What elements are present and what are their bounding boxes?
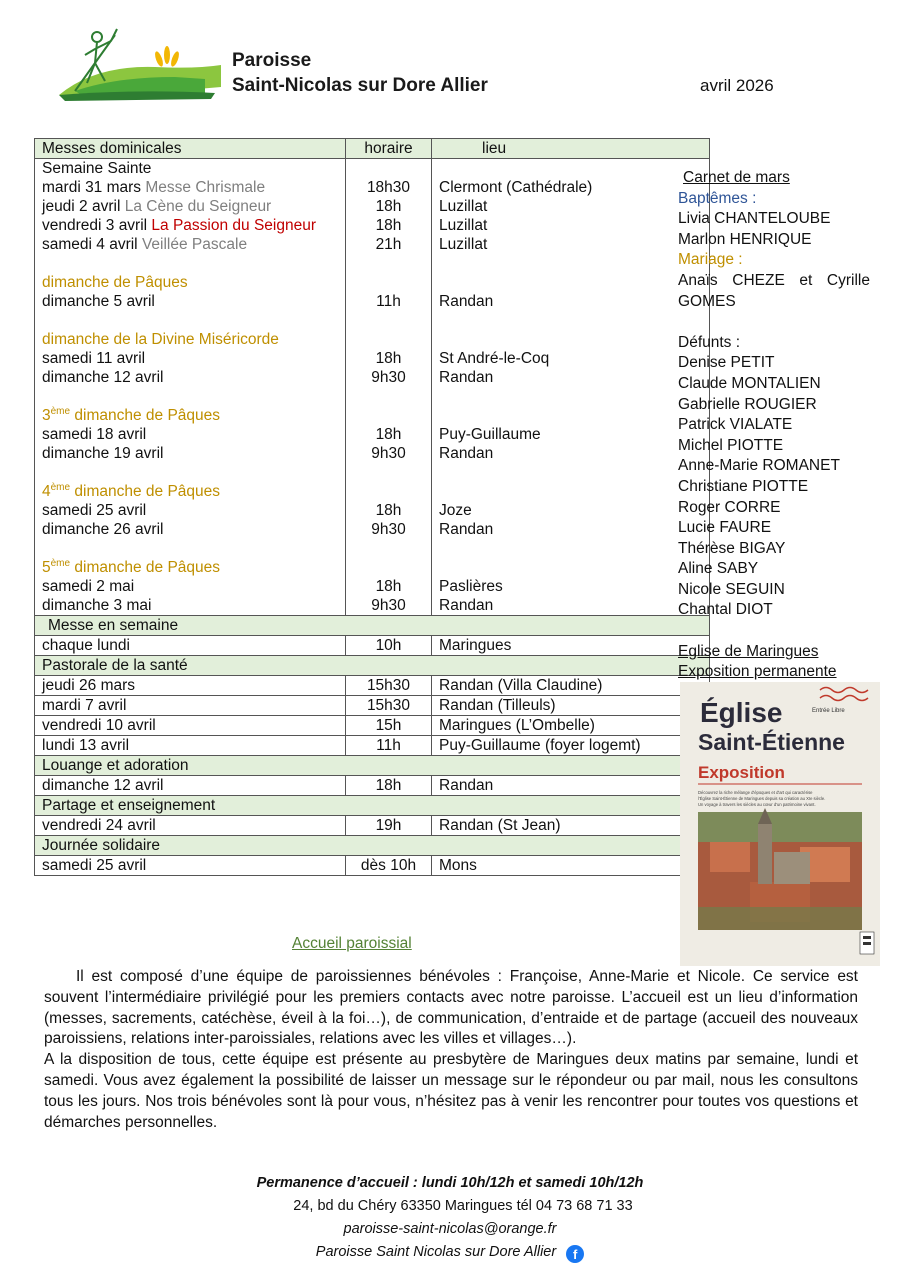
col-header-messes: Messes dominicales — [35, 139, 346, 159]
accueil-paragraph-1: Il est composé d’une équipe de paroissiennes bénévoles : Françoise, Anne-Marie et Nicole. Ce service est souvent l’intermédiaire privilégié pour les premiers contacts avec notre paroisse. L’accueil est un lieu d’information (messes, sacrements, catéchèse, éveil à la foi…), de communication, d’entraide et de partage (accueil des nouveaux paroissiens, relations inter-paroissiales, relations avec les villes et villages…). — [44, 968, 858, 1048]
event: Veillée Pascale — [141, 236, 248, 253]
time: 15h — [346, 716, 432, 736]
time: 9h30 — [371, 369, 406, 386]
footer-permanence: Permanence d’accueil : lundi 10h/12h et samedi 10h/12h — [256, 1175, 644, 1191]
day: samedi 25 avril — [35, 856, 346, 876]
place: Luzillat — [439, 236, 488, 253]
list-item: Aline SABY — [678, 560, 759, 578]
place: Randan — [439, 445, 494, 462]
place: St André-le-Coq — [439, 350, 550, 367]
event: La Passion du Seigneur — [151, 217, 317, 234]
section-title: Journée solidaire — [35, 836, 710, 856]
title: dimanche de Pâques — [70, 483, 221, 500]
poster-title-line1: Église — [700, 697, 783, 728]
ordinal: 4 — [42, 483, 51, 500]
ordinal: 5 — [42, 559, 51, 576]
time: 18h — [375, 426, 402, 443]
event: Messe Chrismale — [145, 179, 266, 196]
sunday-masses-times — [346, 159, 432, 616]
event: La Cène du Seigneur — [124, 198, 272, 215]
ordinal-suffix: ème — [50, 406, 71, 417]
list-item: Nicole SEGUIN — [678, 580, 785, 598]
ordinal-suffix: ème — [50, 482, 71, 493]
place: Mons — [432, 856, 710, 876]
day: vendredi 3 avril — [42, 217, 148, 234]
day: mardi 7 avril — [35, 696, 346, 716]
section-header-row — [35, 656, 710, 676]
time: 11h — [346, 736, 432, 756]
place: Paslières — [439, 578, 503, 595]
list-item — [42, 197, 338, 216]
section-title: Partage et enseignement — [35, 796, 710, 816]
time: 18h — [375, 578, 402, 595]
poster-blurb1: Découvrez la riche mélange d'époques et d'art qui caractérise — [698, 790, 813, 795]
bulletin-month: avril 2026 — [700, 76, 774, 95]
sunday-masses-row — [35, 159, 710, 616]
sunday-masses-days — [35, 159, 346, 616]
time: 19h — [346, 816, 432, 836]
footer-facebook — [0, 1241, 900, 1264]
list-item: Patrick VIALATE — [678, 416, 793, 434]
parish-name — [232, 48, 488, 98]
ordinal-suffix: ème — [50, 558, 71, 569]
section-title: Louange et adoration — [35, 756, 710, 776]
poster-graphic — [680, 682, 880, 966]
sunday-masses-places — [432, 159, 710, 616]
time: 10h — [346, 636, 432, 656]
section-title: Messe en semaine — [35, 616, 710, 636]
place: Maringues (L’Ombelle) — [432, 716, 710, 736]
place: Clermont (Cathédrale) — [439, 179, 593, 196]
baptemes-label: Baptêmes : — [678, 189, 757, 207]
list-item: Christiane PIOTTE — [678, 477, 809, 495]
section-header-row — [35, 756, 710, 776]
list-item — [42, 178, 338, 197]
list-item: Denise PETIT — [678, 354, 775, 372]
facebook-page-name[interactable]: Paroisse Saint Nicolas sur Dore Allier — [315, 1244, 557, 1260]
place: Puy-Guillaume — [439, 426, 541, 443]
poster-title-line2: Saint-Étienne — [698, 729, 845, 755]
table-row — [35, 776, 710, 796]
carnet-title: Carnet de mars — [683, 169, 790, 186]
section-header-row — [35, 796, 710, 816]
exhibition-poster — [680, 682, 880, 966]
ordinal: 3 — [42, 407, 51, 424]
parish-logo — [55, 25, 225, 103]
poster-exposition: Exposition — [698, 763, 785, 782]
day: vendredi 10 avril — [35, 716, 346, 736]
list-item: Gabrielle ROUGIER — [678, 395, 817, 413]
list-item: Thérèse BIGAY — [678, 539, 786, 557]
mariage-label: Mariage : — [678, 251, 743, 269]
section-title — [42, 406, 338, 425]
title: dimanche de Pâques — [70, 407, 221, 424]
table-row — [35, 816, 710, 836]
day: chaque lundi — [35, 636, 346, 656]
place: Randan (St Jean) — [432, 816, 710, 836]
list-item: Claude MONTALIEN — [678, 374, 821, 392]
place: Randan — [439, 521, 494, 538]
time: 18h — [375, 502, 402, 519]
place: Randan — [439, 597, 494, 614]
day: jeudi 2 avril — [42, 198, 121, 215]
col-header-lieu: lieu — [432, 139, 710, 159]
section-title: Semaine Sainte — [42, 160, 152, 177]
col-header-horaire: horaire — [346, 139, 432, 159]
table-row — [35, 696, 710, 716]
list-item: Anne-Marie ROMANET — [678, 457, 840, 475]
time: 18h — [375, 198, 402, 215]
time: 9h30 — [371, 445, 406, 462]
time: 9h30 — [371, 597, 406, 614]
time: 9h30 — [371, 521, 406, 538]
table-row — [35, 736, 710, 756]
section-header-row — [35, 616, 710, 636]
place: Randan (Villa Claudine) — [432, 676, 710, 696]
time: 18h — [375, 350, 402, 367]
list-item: Michel PIOTTE — [678, 436, 784, 454]
day: dimanche 12 avril — [42, 369, 164, 386]
title: dimanche de Pâques — [70, 559, 221, 576]
day: dimanche 19 avril — [42, 445, 164, 462]
table-row — [35, 676, 710, 696]
day: dimanche 5 avril — [42, 293, 155, 310]
defunts-label: Défunts : — [678, 333, 741, 351]
table-row — [35, 856, 710, 876]
footer-email[interactable]: paroisse-saint-nicolas@orange.fr — [343, 1221, 557, 1237]
day: samedi 11 avril — [42, 350, 146, 367]
time: dès 10h — [346, 856, 432, 876]
section-title — [42, 558, 338, 577]
carnet-section — [678, 168, 870, 683]
poster-blurb3: Un voyage à travers les siècles au cœur d'un patrimoine vivant. — [698, 802, 816, 807]
day: samedi 4 avril — [42, 236, 138, 253]
day: dimanche 12 avril — [35, 776, 346, 796]
place: Randan — [439, 369, 494, 386]
day: dimanche 26 avril — [42, 521, 164, 538]
expo-title-line1: Eglise de Maringues — [678, 642, 819, 660]
day: samedi 2 mai — [42, 578, 135, 595]
time: 18h30 — [366, 179, 411, 196]
day: mardi 31 mars — [42, 179, 142, 196]
time: 21h — [375, 236, 402, 253]
section-title: dimanche de Pâques — [42, 274, 188, 291]
list-item: Chantal DIOT — [678, 601, 773, 619]
day: vendredi 24 avril — [35, 816, 346, 836]
day: lundi 13 avril — [35, 736, 346, 756]
day: dimanche 3 mai — [42, 597, 152, 614]
parish-name-line2: Saint-Nicolas sur Dore Allier — [232, 75, 488, 96]
time: 18h — [346, 776, 432, 796]
accueil-text — [44, 967, 858, 1133]
section-header-row — [35, 836, 710, 856]
section-title: Pastorale de la santé — [35, 656, 710, 676]
table-header-row — [35, 139, 710, 159]
poster-blurb2: l'Église Saint-Étienne de Maringues depuis sa création au XIe siècle. — [698, 796, 826, 801]
time: 18h — [375, 217, 402, 234]
time: 15h30 — [346, 676, 432, 696]
place: Randan — [432, 776, 710, 796]
list-item: Livia CHANTELOUBE — [678, 210, 831, 228]
accueil-title: Accueil paroissial — [292, 935, 412, 952]
time: 11h — [376, 293, 401, 310]
poster-entree: Entrée Libre — [812, 708, 845, 714]
list-item — [42, 216, 338, 235]
accueil-paragraph-2: A la disposition de tous, cette équipe est présente au presbytère de Maringues deux matins par semaine, lundi et samedi. Vous avez également la possibilité de laisser un message sur le répondeur ou par mail, nous les consultons tous les jours. Nos trois bénévoles sont là pour vous, n’hésitez pas à venir les rencontrer pour toutes vos questions et démarches personnelles. — [44, 1051, 858, 1131]
parish-name-line1: Paroisse — [232, 50, 312, 71]
place: Luzillat — [439, 217, 488, 234]
footer — [0, 1172, 900, 1264]
facebook-icon[interactable]: f — [566, 1245, 584, 1263]
list-item: Lucie FAURE — [678, 519, 772, 537]
section-title — [42, 482, 338, 501]
day: jeudi 26 mars — [35, 676, 346, 696]
mariage-names: Anaïs CHEZE et Cyrille GOMES — [678, 271, 870, 310]
place: Joze — [439, 502, 472, 519]
expo-title-line2: Exposition permanente — [678, 663, 837, 681]
list-item: Marlon HENRIQUE — [678, 230, 812, 248]
day: samedi 25 avril — [42, 502, 147, 519]
table-row — [35, 636, 710, 656]
time: 15h30 — [346, 696, 432, 716]
list-item — [42, 235, 338, 254]
list-item: Roger CORRE — [678, 498, 781, 516]
table-row — [35, 716, 710, 736]
place: Randan (Tilleuls) — [432, 696, 710, 716]
place: Puy-Guillaume (foyer logemt) — [432, 736, 710, 756]
mass-schedule-table — [34, 138, 710, 876]
section-title: dimanche de la Divine Miséricorde — [42, 331, 279, 348]
day: samedi 18 avril — [42, 426, 147, 443]
place: Randan — [439, 293, 494, 310]
place: Maringues — [432, 636, 710, 656]
place: Luzillat — [439, 198, 488, 215]
footer-address: 24, bd du Chéry 63350 Maringues tél 04 73 68 71 33 — [293, 1198, 633, 1214]
